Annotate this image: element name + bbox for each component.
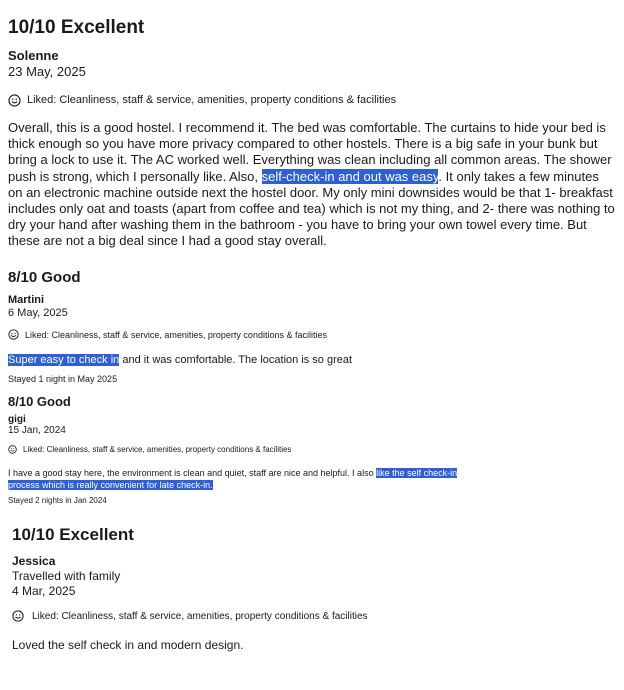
review-body: Super easy to check in and it was comfortable. The location is so great <box>8 354 353 366</box>
review-rating: 10/10 Excellent <box>8 17 145 38</box>
liked-text: Liked: Cleanliness, staff & service, amenities, property conditions & facilities <box>23 445 292 454</box>
review-card <box>8 393 488 506</box>
liked-row <box>8 92 616 108</box>
highlighted-text: like the self check-in process which is really convenient for late check-in. <box>8 468 458 490</box>
highlighted-text: Super easy to check in <box>8 354 120 366</box>
stay-info: Stayed 2 nights in Jan 2024 <box>8 496 107 505</box>
review-card <box>8 16 616 250</box>
review-body: Overall, this is a good hostel. I recommend it. The bed was comfortable. The curtains to hide your bed is thick enough so you have more privacy compared to other hostels. There is a big safe in your bunk but bring a lock to use it. The AC worked well. Everything was clean including all common areas. The shower push is strong, which I personally like. Also, self-check-in and out was easy. It only takes a few minutes on an electronic machine outside next the hostel door. My only mini downsides would be that 1- breakfast includes only oat and toasts (apart from coffee and tea) which is not my thing, and 2- there was nothing to dry your hand after washing them in the bathroom - you have to bring your own towel every time. But these are not a big deal since I had a good stay overall. <box>8 120 615 249</box>
reviewer-name: Jessica <box>12 554 56 568</box>
reviewer-name: gigi <box>8 414 26 425</box>
review-rating: 8/10 Good <box>8 394 71 409</box>
review-body: I have a good stay here, the environment is clean and quiet, staff are nice and helpful. I also like the self check-in process which is really convenient for late check-in. <box>8 468 458 490</box>
review-body: Loved the self check in and modern design. <box>12 638 244 652</box>
traveller-type: Travelled with family <box>12 569 121 583</box>
review-card <box>8 268 568 385</box>
smiley-icon <box>8 94 21 107</box>
stay-info: Stayed 1 night in May 2025 <box>8 374 118 384</box>
smiley-icon <box>8 329 19 340</box>
smiley-icon <box>8 445 17 454</box>
review-date: 4 Mar, 2025 <box>12 584 76 598</box>
review-rating: 10/10 Excellent <box>12 525 134 544</box>
review-date: 15 Jan, 2024 <box>8 425 66 436</box>
reviewer-name: Martini <box>8 294 45 306</box>
liked-text: Liked: Cleanliness, staff & service, amenities, property conditions & facilities <box>32 610 368 622</box>
smiley-icon <box>12 610 24 622</box>
review-date: 6 May, 2025 <box>8 307 68 319</box>
liked-row <box>12 609 612 623</box>
liked-row <box>8 328 568 341</box>
review-date: 23 May, 2025 <box>8 64 86 79</box>
review-card <box>12 524 612 653</box>
highlighted-text: self-check-in and out was easy <box>261 168 439 184</box>
liked-text: Liked: Cleanliness, staff & service, amenities, property conditions & facilities <box>25 329 327 340</box>
review-rating: 8/10 Good <box>8 269 81 286</box>
liked-row <box>8 444 488 455</box>
liked-text: Liked: Cleanliness, staff & service, amenities, property conditions & facilities <box>27 94 397 106</box>
reviewer-name: Solenne <box>8 48 59 63</box>
